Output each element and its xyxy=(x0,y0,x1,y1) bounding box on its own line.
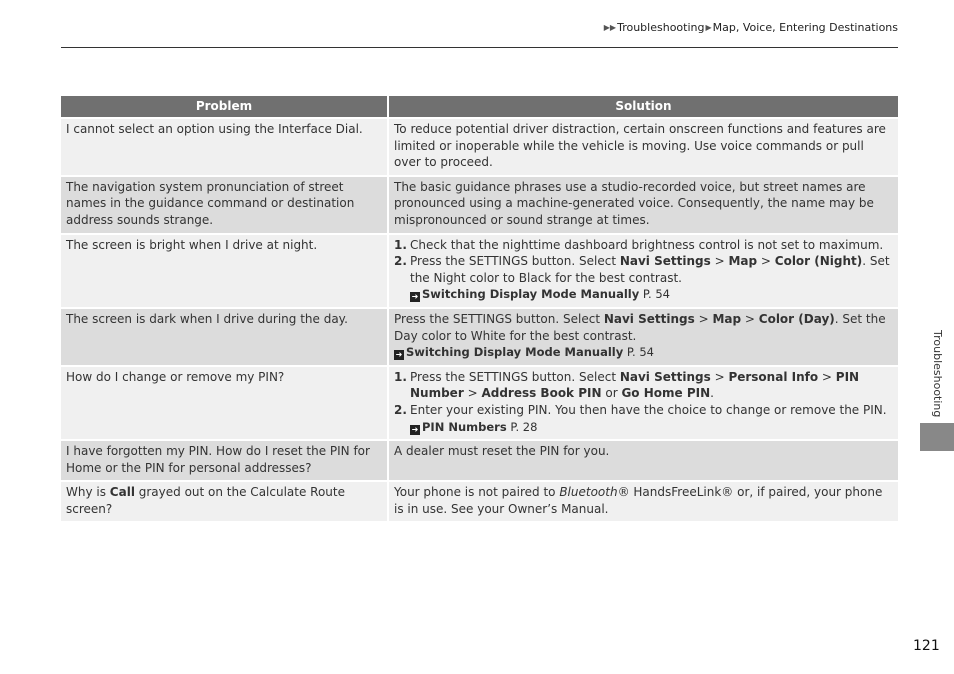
solution-cell: The basic guidance phrases use a studio-recorded voice, but street names are pronounced using a machine-generated voice. Consequently, the name may be mispronounced or sound strange at times. xyxy=(387,175,898,233)
solution-steps xyxy=(394,369,893,435)
solution-cell: Press the SETTINGS button. Select Navi Settings > Map > Color (Day). Set the Day color to White for the best contrast. ➜ Switching Display Mode Manually P. 54 xyxy=(387,307,898,365)
problem-cell: The navigation system pronunciation of street names in the guidance command or destination address sounds strange. xyxy=(61,175,387,233)
menu-path-personal-info: Personal Info xyxy=(728,369,819,384)
solution-cell xyxy=(387,233,898,307)
breadcrumb xyxy=(603,21,898,34)
step-item: 2. Press the SETTINGS button. Select Navi Settings > Map > Color (Night). Set the Night color to Black for the best contrast. ➜ Switching Display Mode Manually P. 54 xyxy=(394,254,890,302)
solution-cell xyxy=(387,365,898,439)
section-tab xyxy=(920,423,954,451)
call-label: Call xyxy=(109,485,135,500)
menu-path-address-book-pin: Address Book PIN xyxy=(481,386,602,401)
side-section-label: Troubleshooting xyxy=(931,330,944,418)
solution-steps xyxy=(394,237,893,303)
menu-path-color-day: Color (Day) xyxy=(758,311,835,326)
problem-cell: Why is Call grayed out on the Calculate Route screen? xyxy=(61,480,387,521)
header-divider xyxy=(61,47,898,48)
table-header-row xyxy=(61,96,898,117)
triangle-right-icon: ▶▶ xyxy=(603,23,617,32)
menu-path-go-home-pin: Go Home PIN xyxy=(621,386,711,401)
triangle-right-icon: ▶ xyxy=(705,23,712,32)
arrow-box-icon: ➜ xyxy=(395,350,403,360)
table-row xyxy=(61,233,898,307)
menu-path-navi-settings: Navi Settings xyxy=(603,311,695,326)
step-item: 2. Enter your existing PIN. You then have the choice to change or remove the PIN. ➜ PIN Numbers P. 28 xyxy=(394,402,887,434)
menu-path-navi-settings: Navi Settings xyxy=(619,369,711,384)
solution-cell: To reduce potential driver distraction, certain onscreen functions and features are limited or inoperable while the vehicle is moving. Use voice commands or pull over to proceed. xyxy=(387,117,898,175)
menu-path-navi-settings: Navi Settings xyxy=(619,254,711,269)
table-row xyxy=(61,365,898,439)
reference-link[interactable]: ➜ Switching Display Mode Manually P. 54 xyxy=(395,345,654,360)
table-row xyxy=(61,175,898,233)
reference-link[interactable]: ➜ Switching Display Mode Manually P. 54 xyxy=(411,287,670,302)
table-row xyxy=(61,117,898,175)
menu-path-map: Map xyxy=(728,254,758,269)
problem-cell: I cannot select an option using the Interface Dial. xyxy=(61,117,387,175)
reference-link[interactable]: ➜ PIN Numbers P. 28 xyxy=(411,419,538,434)
table-row xyxy=(61,307,898,365)
solution-cell: Your phone is not paired to Bluetooth® HandsFreeLink® or, if paired, your phone is in use. See your Owner’s Manual. xyxy=(387,480,898,521)
menu-path-map: Map xyxy=(712,311,742,326)
arrow-box-icon: ➜ xyxy=(411,424,419,434)
menu-path-color-night: Color (Night) xyxy=(774,254,863,269)
breadcrumb-section: Troubleshooting xyxy=(617,21,705,34)
breadcrumb-subsection: Map, Voice, Entering Destinations xyxy=(712,21,898,34)
table-row xyxy=(61,439,898,480)
menu-path-pin-number: PIN Number xyxy=(410,369,860,401)
problem-cell: The screen is bright when I drive at night. xyxy=(61,233,387,307)
page-number: 121 xyxy=(913,638,940,654)
bluetooth-term: Bluetooth xyxy=(559,485,618,500)
solution-cell: A dealer must reset the PIN for you. xyxy=(387,439,898,480)
troubleshooting-table xyxy=(61,96,898,521)
problem-cell: I have forgotten my PIN. How do I reset the PIN for Home or the PIN for personal addresses? xyxy=(61,439,387,480)
step-item: 1. Check that the nighttime dashboard brightness control is not set to maximum. xyxy=(394,237,884,252)
solution-header: Solution xyxy=(387,96,898,117)
arrow-box-icon: ➜ xyxy=(411,292,419,302)
problem-cell: The screen is dark when I drive during the day. xyxy=(61,307,387,365)
problem-header: Problem xyxy=(61,96,387,117)
problem-cell: How do I change or remove my PIN? xyxy=(61,365,387,439)
table-row xyxy=(61,480,898,521)
step-item: 1. Press the SETTINGS button. Select Navi Settings > Personal Info > PIN Number > Address Book PIN or Go Home PIN. xyxy=(394,369,860,401)
